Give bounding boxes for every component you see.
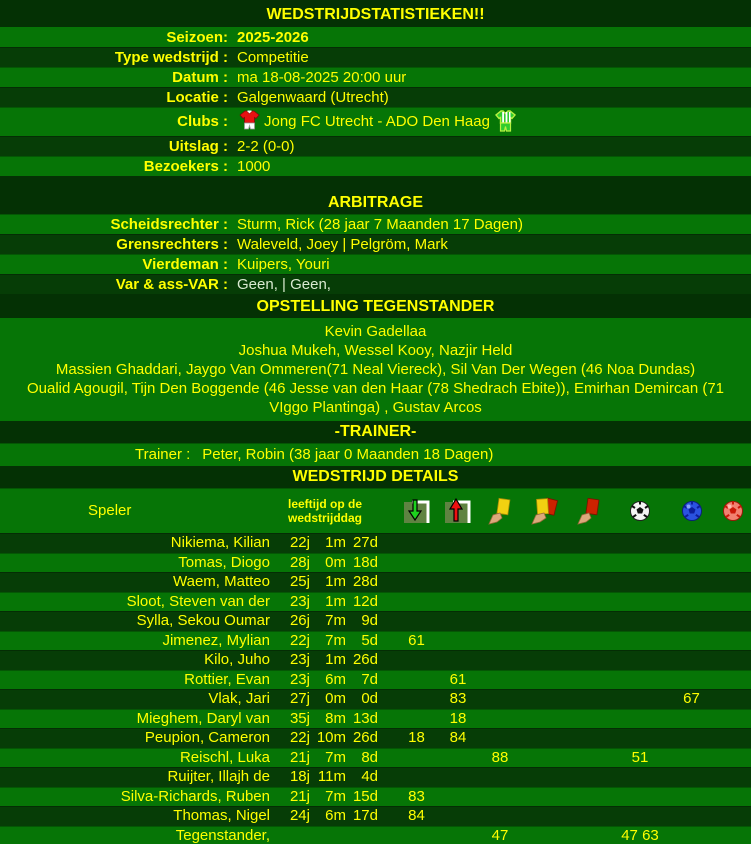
age-years-cell: 21j: [289, 787, 310, 805]
age-months-cell: 6m: [325, 807, 346, 825]
sub-in-minute-cell: 61: [408, 631, 425, 649]
age-months-cell: 8m: [325, 709, 346, 727]
age-years-cell: 24j: [289, 807, 310, 825]
table-row: [0, 787, 751, 807]
age-months-cell: 0m: [325, 690, 346, 708]
age-months-cell: 10m: [316, 729, 346, 747]
substitution-out-icon: [443, 497, 473, 525]
clubs-value: Jong FC Utrecht - ADO Den Haag: [264, 113, 490, 130]
scheidsrechter-label: Scheidsrechter :: [110, 215, 228, 233]
table-row: [0, 553, 751, 573]
black-ball-minute-cell: 51: [631, 748, 649, 766]
age-years-cell: 22j: [289, 631, 310, 649]
age-years-cell: 22j: [289, 534, 310, 552]
blue-ball-minute-cell: 67: [683, 690, 700, 708]
player-name-cell: Ruijter, Illajh de: [167, 768, 270, 786]
trainer-value: Peter, Robin (38 jaar 0 Maanden 18 Dagen): [202, 446, 494, 463]
age-months-cell: 1m: [325, 534, 346, 552]
lineup-defence: Joshua Mukeh, Wessel Kooy, Nazjir Held: [238, 342, 513, 359]
opponent-lineup: [0, 318, 751, 421]
locatie-label: Locatie :: [166, 88, 228, 106]
table-row: [0, 650, 751, 670]
age-days-cell: 27d: [352, 534, 378, 552]
black-ball-icon: [629, 500, 651, 522]
age-days-cell: 8d: [361, 748, 378, 766]
age-years-cell: 35j: [289, 709, 310, 727]
locatie-value: Galgenwaard (Utrecht): [237, 88, 389, 106]
info-row-uitslag: [0, 136, 751, 156]
clubs-label: Clubs :: [177, 113, 228, 130]
sub-in-minute-cell: 84: [408, 807, 425, 825]
table-row: [0, 631, 751, 651]
age-years-cell: 27j: [289, 690, 310, 708]
age-days-cell: 15d: [352, 787, 378, 805]
table-row: [0, 806, 751, 826]
yellow-card-minute-cell: 47: [491, 826, 509, 844]
table-row: [0, 533, 751, 553]
player-column-header: Speler: [88, 502, 132, 519]
sub-out-minute-cell: 83: [449, 690, 467, 708]
sub-in-minute-cell: 83: [408, 787, 425, 805]
table-row: [0, 767, 751, 787]
scheidsrechter-value: Sturm, Rick (28 jaar 7 Maanden 17 Dagen): [237, 215, 523, 233]
age-years-cell: 23j: [289, 592, 310, 610]
red-ball-icon: [722, 500, 744, 522]
type-wedstrijd-label: Type wedstrijd :: [114, 48, 228, 66]
table-row: [0, 748, 751, 768]
datum-value: ma 18-08-2025 20:00 uur: [237, 68, 407, 86]
arbitrage-row-grensrechters: [0, 234, 751, 254]
age-days-cell: 28d: [352, 573, 378, 591]
arbitrage-row-var: [0, 274, 751, 294]
lineup-keeper: Kevin Gadellaa: [324, 323, 427, 340]
player-name-cell: Jimenez, Mylian: [162, 631, 270, 649]
away-kit-icon: [494, 109, 517, 135]
datum-label: Datum :: [172, 68, 228, 86]
page-title: WEDSTRIJDSTATISTIEKEN!!: [0, 3, 751, 27]
substitution-in-icon: [402, 497, 432, 525]
blue-ball-icon: [681, 500, 703, 522]
age-days-cell: 9d: [361, 612, 378, 630]
player-name-cell: Rottier, Evan: [184, 670, 270, 688]
black-ball-minute-cell: 47 63: [621, 826, 659, 844]
trainer-row: [0, 443, 751, 466]
age-years-cell: 26j: [289, 612, 310, 630]
age-years-cell: 18j: [289, 768, 310, 786]
table-row: [0, 670, 751, 690]
sub-out-minute-cell: 18: [449, 709, 467, 727]
player-name-cell: Reischl, Luka: [179, 748, 270, 766]
age-years-cell: 22j: [289, 729, 310, 747]
age-days-cell: 17d: [352, 807, 378, 825]
age-years-cell: 23j: [289, 651, 310, 669]
details-heading: WEDSTRIJD DETAILS: [0, 466, 751, 488]
player-name-cell: Mieghem, Daryl van: [136, 709, 270, 727]
trainer-heading: -TRAINER-: [0, 421, 751, 443]
age-months-cell: 1m: [325, 573, 346, 591]
sub-out-minute-cell: 84: [449, 729, 467, 747]
seizoen-value: 2025-2026: [237, 28, 309, 46]
grensrechters-label: Grensrechters :: [116, 235, 228, 253]
var-label: Var & ass-VAR :: [115, 275, 228, 293]
info-row-bezoekers: [0, 156, 751, 176]
player-name-cell: Nikiema, Kilian: [170, 534, 270, 552]
bezoekers-value: 1000: [237, 157, 271, 175]
table-row: [0, 826, 751, 844]
player-name-cell: Sylla, Sekou Oumar: [136, 612, 270, 630]
var-value: Geen, | Geen,: [237, 275, 331, 293]
age-months-cell: 11m: [317, 768, 346, 786]
age-days-cell: 26d: [352, 651, 378, 669]
age-days-cell: 12d: [352, 592, 378, 610]
info-row-locatie: [0, 87, 751, 107]
age-months-cell: 1m: [325, 592, 346, 610]
player-name-cell: Peupion, Cameron: [144, 729, 270, 747]
trainer-label: Trainer :: [135, 446, 191, 463]
red-card-icon: [574, 497, 604, 525]
lineup-midfield: Massien Ghaddari, Jaygo Van Ommeren(71 Neal Viereck), Sil Van Der Wegen (46 Noa Dundas): [55, 361, 696, 378]
arbitrage-heading: ARBITRAGE: [0, 192, 751, 214]
info-row-type: [0, 47, 751, 67]
age-years-cell: 25j: [289, 573, 310, 591]
lineup-heading: OPSTELLING TEGENSTANDER: [0, 294, 751, 318]
age-days-cell: 13d: [352, 709, 378, 727]
age-days-cell: 18d: [352, 553, 378, 571]
info-row-clubs: [0, 107, 751, 136]
info-row-seizoen: [0, 27, 751, 47]
details-rows: [0, 533, 751, 844]
arbitrage-row-scheidsrechter: [0, 214, 751, 234]
vierdeman-label: Vierdeman :: [142, 255, 228, 273]
sub-out-minute-cell: 61: [449, 670, 467, 688]
lineup-attack: Oualid Agougil, Tijn Den Boggende (46 Jesse van den Haar (78 Shedrach Ebite)), Emirhan Demircan (71 VIggo Plantinga) , Gustav Arcos: [26, 380, 725, 416]
age-months-cell: 7m: [325, 787, 346, 805]
player-name-cell: Waem, Matteo: [173, 573, 270, 591]
seizoen-label: Seizoen:: [166, 28, 228, 46]
age-months-cell: 1m: [325, 651, 346, 669]
age-days-cell: 4d: [361, 768, 378, 786]
table-row: [0, 689, 751, 709]
age-days-cell: 5d: [361, 631, 378, 649]
table-row: [0, 728, 751, 748]
sub-in-minute-cell: 18: [408, 729, 425, 747]
player-name-cell: Tomas, Diogo: [178, 553, 270, 571]
vierdeman-value: Kuipers, Youri: [237, 255, 330, 273]
table-row: [0, 709, 751, 729]
age-months-cell: 7m: [325, 748, 346, 766]
age-days-cell: 7d: [361, 670, 378, 688]
table-row: [0, 572, 751, 592]
uitslag-label: Uitslag :: [168, 137, 228, 155]
age-days-cell: 26d: [352, 729, 378, 747]
player-name-cell: Thomas, Nigel: [173, 807, 270, 825]
player-name-cell: Silva-Richards, Ruben: [120, 787, 270, 805]
yellow-red-card-icon: [528, 497, 560, 525]
age-months-cell: 6m: [325, 670, 346, 688]
table-row: [0, 611, 751, 631]
type-wedstrijd-value: Competitie: [237, 48, 309, 66]
yellow-card-icon: [485, 497, 515, 525]
age-months-cell: 7m: [325, 612, 346, 630]
age-days-cell: 0d: [361, 690, 378, 708]
grensrechters-value: Waleveld, Joey | Pelgröm, Mark: [237, 235, 448, 253]
age-years-cell: 23j: [289, 670, 310, 688]
age-column-header: leeftijd op de wedstrijddag: [287, 496, 362, 525]
player-name-cell: Vlak, Jari: [208, 690, 270, 708]
age-years-cell: 28j: [289, 553, 310, 571]
age-years-cell: 21j: [289, 748, 310, 766]
info-row-datum: [0, 67, 751, 87]
uitslag-value: 2-2 (0-0): [237, 137, 295, 155]
details-table-header: [0, 488, 751, 533]
table-row: [0, 592, 751, 612]
player-name-cell: Tegenstander,: [175, 826, 270, 844]
age-months-cell: 0m: [325, 553, 346, 571]
player-name-cell: Kilo, Juho: [204, 651, 270, 669]
bezoekers-label: Bezoekers :: [143, 157, 228, 175]
arbitrage-row-vierdeman: [0, 254, 751, 274]
home-kit-icon: [239, 110, 260, 134]
player-name-cell: Sloot, Steven van der: [126, 592, 270, 610]
age-months-cell: 7m: [325, 631, 346, 649]
yellow-card-minute-cell: 88: [491, 748, 509, 766]
